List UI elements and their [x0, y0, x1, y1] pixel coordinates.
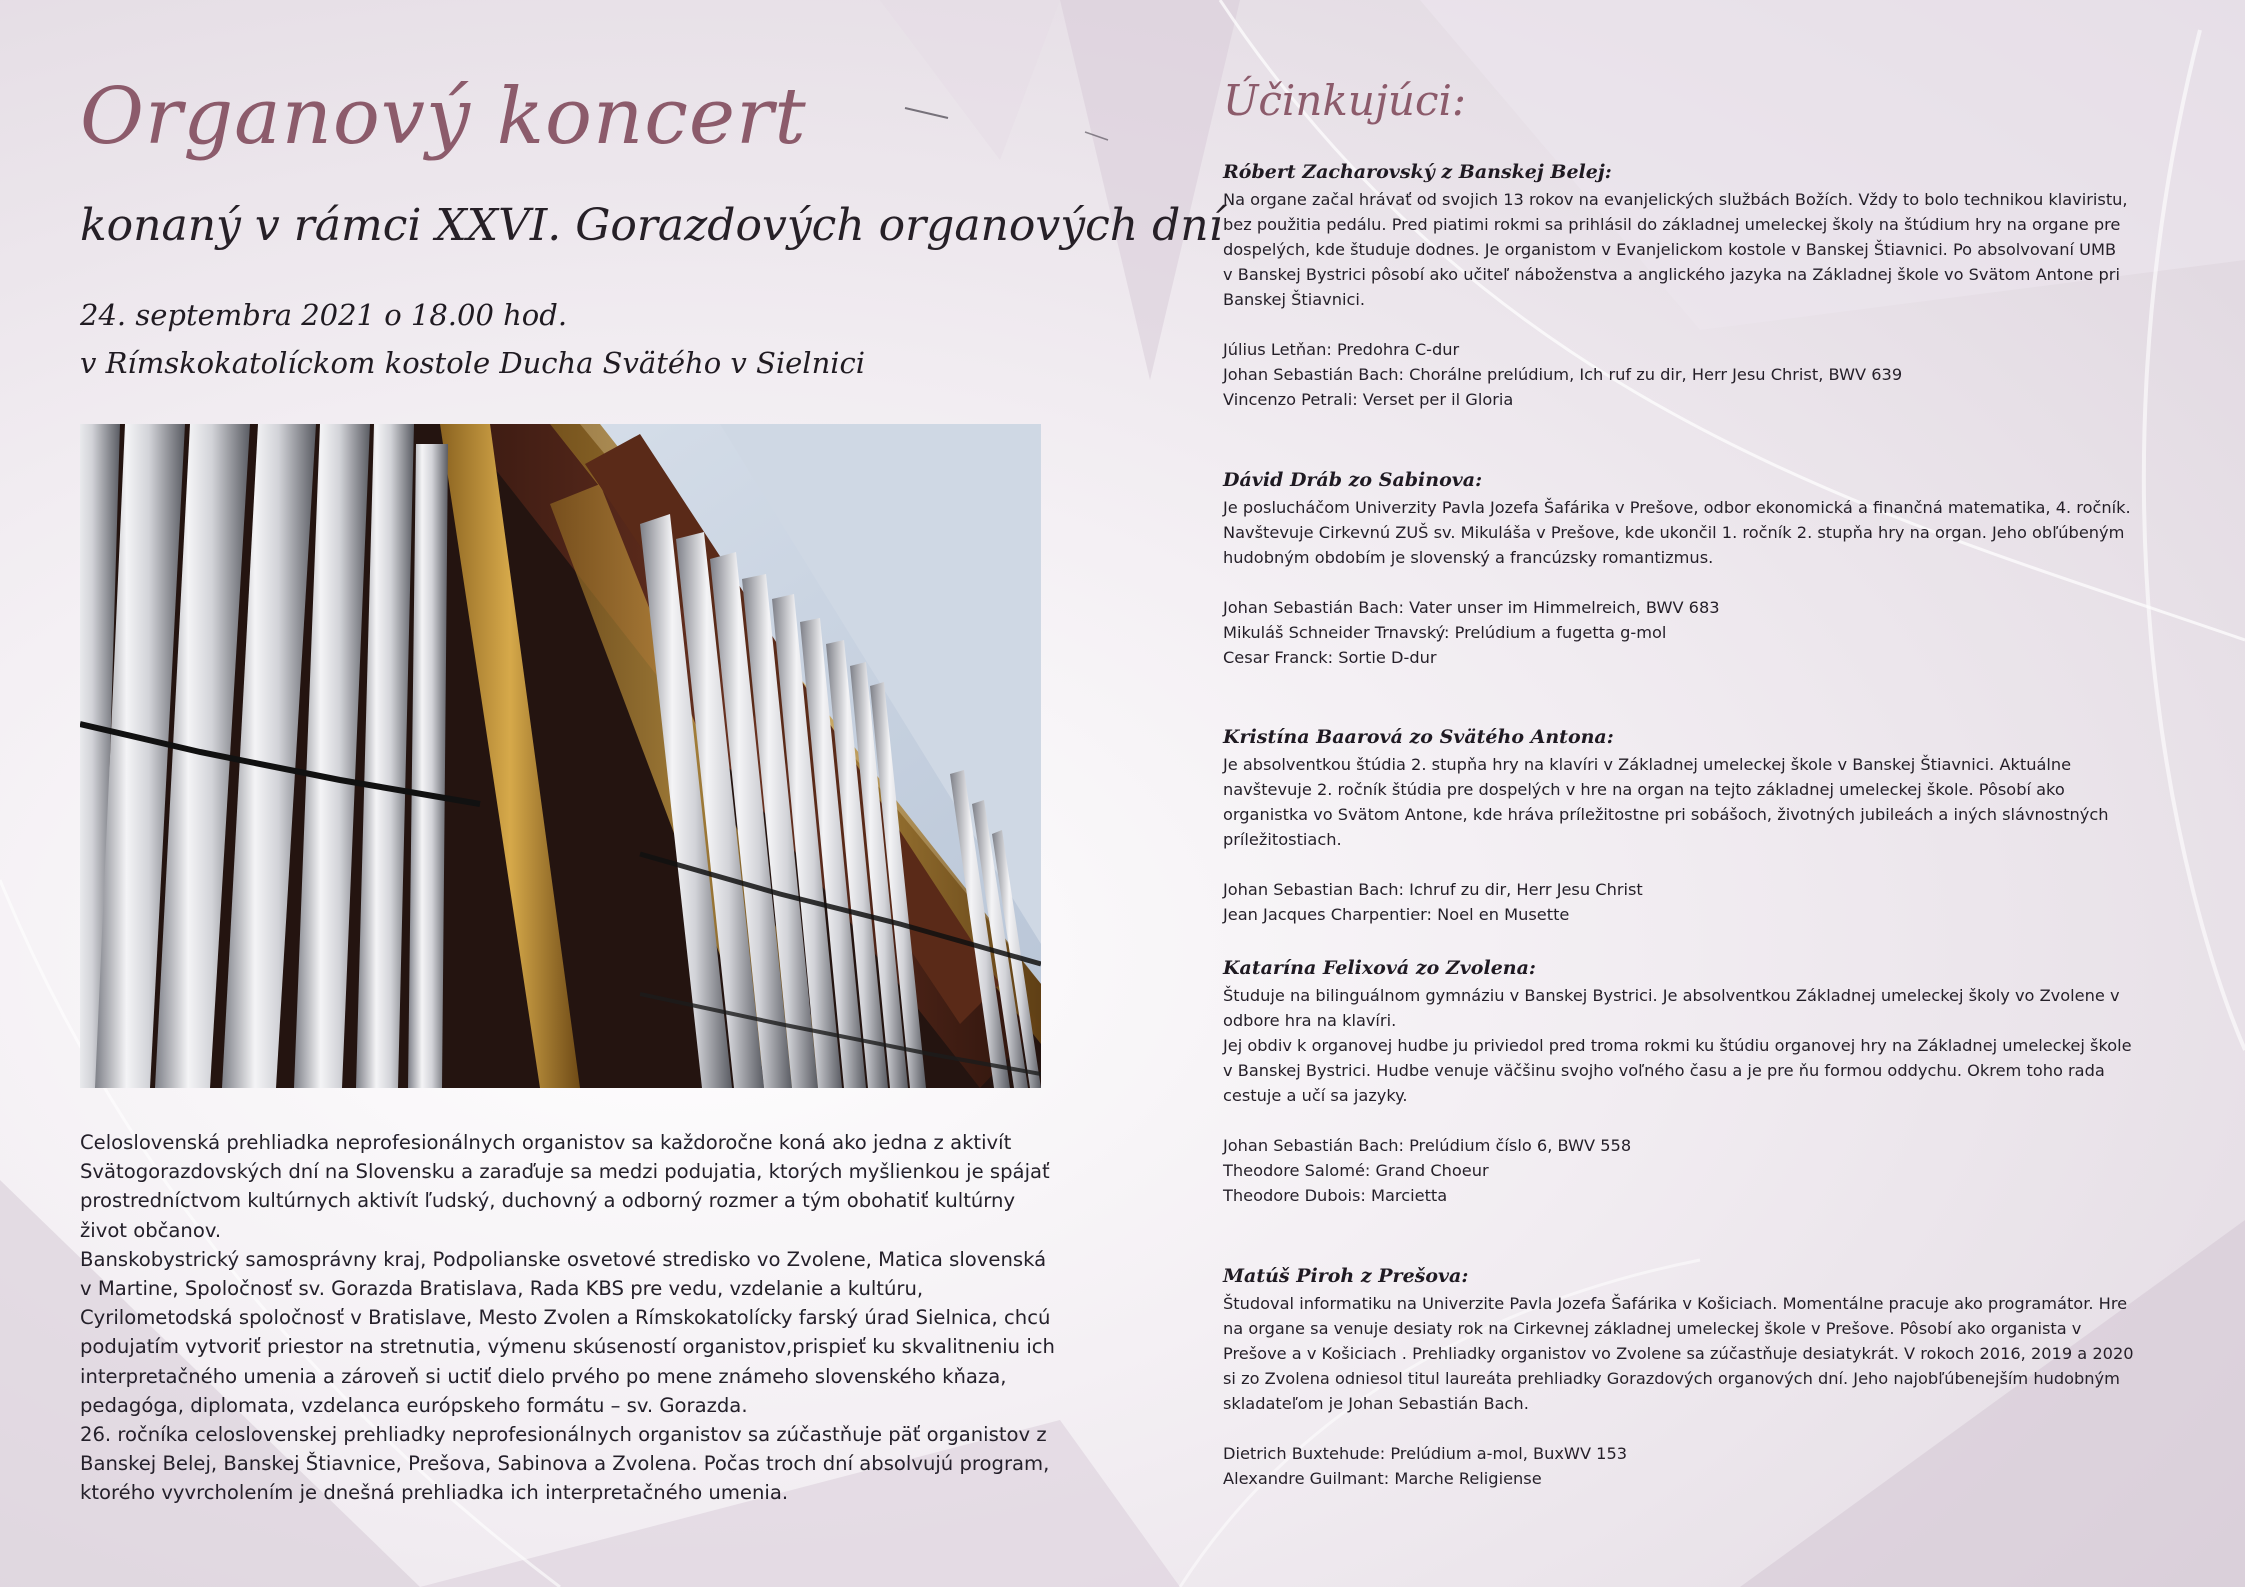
performer-bio [1223, 495, 2143, 570]
performer-program [1223, 1441, 2143, 1491]
performer-name: Róbert Zacharovský z Banskej Belej: [1223, 161, 1612, 183]
intro-text [80, 1128, 1060, 1508]
program-item: Jean Jacques Charpentier: Noel en Musette [1223, 905, 1570, 924]
bio-paragraph: v Banskej Bystrici pôsobí ako učiteľ náboženstva a anglického jazyka na Základnej škole vo Svätom Antone pri Banskej Štiavnici. [1223, 265, 2120, 309]
performer-bio [1223, 983, 2143, 1108]
program-item: Mikuláš Schneider Trnavský: Prelúdium a fugetta g-mol [1223, 623, 1667, 642]
bio-paragraph: Študoval informatiku na Univerzite Pavla Jozefa Šafárika v Košiciach. Momentálne pracuje ako programátor. Hre na organe sa venuje desiaty rok na Cirkevnej základnej umeleckej škole v Prešove. Pôsobí ako organista v Prešove a v Košiciach . Prehliadky organistov vo Zvolene sa zúčastňuje desiatykrát. V rokoch 2016, 2019 a 2020 si zo Zvolena odniesol titul laureáta prehliadky Gorazdových organových dní. Jeho najobľúbenejším hudobným skladateľom je Johan Sebastián Bach. [1223, 1294, 2134, 1413]
performers-heading: Účinkujúci: [1223, 76, 1467, 125]
bio-paragraph: Je absolventkou štúdia 2. stupňa hry na klavíri v Základnej umeleckej škole v Banskej Štiavnici. Aktuálne navštevuje 2. ročník štúdia pre dospelých v hre na organ na tejto základnej umeleckej škole. Pôsobí ako organistka vo Svätom Antone, kde hráva príležitostne pri sobášoch, životných jubileách a iných slávnostných príležitostiach. [1223, 755, 2109, 849]
performer-block [1223, 1265, 2143, 1491]
intro-paragraph: Celoslovenská prehliadka neprofesionálnych organistov sa každoročne koná ako jedna z aktivít Svätogorazdovských dní na Slovensku a zaraďuje sa medzi podujatia, ktorých myšlienkou je spájať prostredníctvom kultúrnych aktivít ľudský, duchovný a odborný rozmer a tým obohatiť kultúrny život občanov. [80, 1131, 1050, 1242]
organ-pipes-photo [80, 424, 1041, 1088]
bio-paragraph: Je poslucháčom Univerzity Pavla Jozefa Šafárika v Prešove, odbor ekonomická a finančná matematika, 4. ročník. Navštevuje Cirkevnú ZUŠ sv. Mikuláša v Prešove, kde ukončil 1. ročník 2. stupňa hry na organ. Jeho obľúbeným hudobným obdobím je slovenský a francúzsky romantizmus. [1223, 498, 2131, 567]
intro-paragraph: Banskobystrický samosprávny kraj, Podpolianske osvetové stredisko vo Zvolene, Matica slovenská v Martine, Spoločnosť sv. Gorazda Bratislava, Rada KBS pre vedu, vzdelanie a kultúru, Cyrilometodská spoločnosť v Bratislave, Mesto Zvolen a Rímskokatolícky farský úrad Sielnica, chcú podujatím vytvoriť priestor na stretnutia, výmenu skúseností organistov,prispieť ku skvalitneniu ich interpretačného umenia a zároveň si uctiť dielo prvého po mene známeho slovenského kňaza, pedagóga, diplomata, vzdelanca európskeho formátu – sv. Gorazda. [80, 1247, 1055, 1417]
program-item: Dietrich Buxtehude: Prelúdium a-mol, BuxWV 153 [1223, 1444, 1628, 1463]
performer-bio [1223, 1291, 2143, 1416]
program-item: Vincenzo Petrali: Verset per il Gloria [1223, 390, 1514, 409]
page-title: Organový koncert [80, 72, 807, 162]
performer-name: Kristína Baarová zo Svätého Antona: [1223, 726, 1614, 748]
program-item: Johan Sebastián Bach: Vater unser im Himmelreich, BWV 683 [1223, 598, 1720, 617]
performer-program [1223, 1133, 2143, 1208]
program-item: Alexandre Guilmant: Marche Religiense [1223, 1469, 1542, 1488]
program-item: Johan Sebastián Bach: Prelúdium číslo 6, BWV 558 [1223, 1136, 1632, 1155]
performer-bio [1223, 752, 2143, 852]
performer-program [1223, 595, 2143, 670]
performer-block [1223, 957, 2143, 1208]
program-item: Johan Sebastián Bach: Chorálne prelúdium, Ich ruf zu dir, Herr Jesu Christ, BWV 639 [1223, 365, 1903, 384]
bio-paragraph: Na organe začal hrávať od svojich 13 rokov na evanjelických službách Božích. Vždy to bolo technikou klaviristu, bez použitia pedálu. Pred piatimi rokmi sa prihlásil do základnej umeleckej školy na štúdium hry na organe pre dospelých, kde študuje dodnes. Je organistom v Evanjelickom kostole v Banskej Štiavnici. Po absolvovaní UMB [1223, 190, 2128, 259]
program-item: Cesar Franck: Sortie D-dur [1223, 648, 1437, 667]
event-date: 24. septembra 2021 o 18.00 hod. [80, 298, 568, 332]
performer-block [1223, 469, 2143, 670]
program-item: Theodore Dubois: Marcietta [1223, 1186, 1448, 1205]
performer-name: Dávid Dráb zo Sabinova: [1223, 469, 1483, 491]
event-venue: v Rímskokatolíckom kostole Ducha Svätého v Sielnici [80, 346, 866, 380]
performer-program [1223, 337, 2143, 412]
program-item: Theodore Salomé: Grand Choeur [1223, 1161, 1489, 1180]
page-subtitle: konaný v rámci XXVI. Gorazdových organových dní [80, 200, 1223, 251]
performer-bio [1223, 187, 2143, 312]
bio-paragraph: Jej obdiv k organovej hudbe ju priviedol pred troma rokmi ku štúdiu organovej hry na Základnej umeleckej škole v Banskej Bystrici. Hudbe venuje väčšinu svojho voľného času a je pre ňu formou oddychu. Okrem toho rada cestuje a učí sa jazyky. [1223, 1036, 2132, 1105]
performer-block [1223, 161, 2143, 412]
program-item: Július Letňan: Predohra C-dur [1223, 340, 1460, 359]
program-item: Johan Sebastian Bach: Ichruf zu dir, Herr Jesu Christ [1223, 880, 1643, 899]
performer-program [1223, 877, 2143, 927]
performer-name: Matúš Piroh z Prešova: [1223, 1265, 1469, 1287]
performer-block [1223, 726, 2143, 927]
intro-paragraph: 26. ročníka celoslovenskej prehliadky neprofesionálnych organistov sa zúčastňuje päť organistov z Banskej Belej, Banskej Štiavnice, Prešova, Sabinova a Zvolena. Počas troch dní absolvujú program, ktorého vyvrcholením je dnešná prehliadka ich interpretačného umenia. [80, 1423, 1050, 1505]
performer-name: Katarína Felixová zo Zvolena: [1223, 957, 1536, 979]
bio-paragraph: Študuje na bilinguálnom gymnáziu v Banskej Bystrici. Je absolventkou Základnej umeleckej školy vo Zvolene v odbore hra na klavíri. [1223, 986, 2120, 1030]
